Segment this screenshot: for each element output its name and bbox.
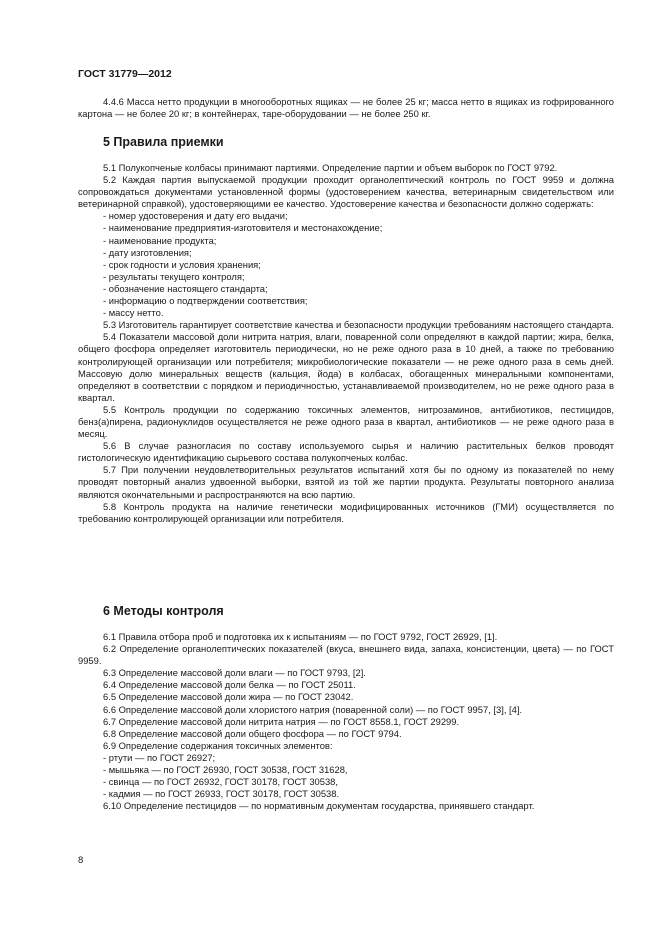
- list-item: - наименование предприятия-изготовителя и местонахождение;: [78, 222, 614, 234]
- list-item: - номер удостоверения и дату его выдачи;: [78, 210, 614, 222]
- section-6-body: [78, 631, 614, 812]
- list-item: - массу нетто.: [78, 307, 614, 319]
- list-item: - информацию о подтверждении соответствия;: [78, 295, 614, 307]
- paragraph-4-4-6: [78, 96, 614, 120]
- paragraph: 5.8 Контроль продукта на наличие генетически модифицированных источников (ГМИ) осуществляется по требованию контролирующей организации или потребителя.: [78, 500, 614, 524]
- paragraph: 6.7 Определение массовой доли нитрита натрия — по ГОСТ 8558.1, ГОСТ 29299.: [103, 715, 460, 727]
- list-item: - срок годности и условия хранения;: [78, 259, 614, 271]
- section-5: [78, 135, 614, 150]
- paragraph: 5.3 Изготовитель гарантирует соответствие качества и безопасности продукции требованиям настоящего стандарта.: [103, 319, 614, 331]
- list-item: - свинца — по ГОСТ 26932, ГОСТ 30178, ГОСТ 30538,: [78, 776, 614, 788]
- paragraph: 5.6 В случае разногласия по составу используемого сырья и наличию растительных белков проводят гистологическую идентификацию сырьевого состава полукопченых колбас.: [78, 440, 614, 464]
- paragraph: 5.1 Полукопченые колбасы принимают партиями. Определение партии и объем выборок по ГОСТ 9792.: [103, 162, 558, 173]
- section-title: 5 Правила приемки: [103, 135, 224, 149]
- paragraph: 6.1 Правила отбора проб и подготовка их к испытаниям — по ГОСТ 9792, ГОСТ 26929, [1].: [103, 631, 498, 642]
- paragraph: 6.3 Определение массовой доли влаги — по ГОСТ 9793, [2].: [103, 667, 366, 679]
- paragraph: 5.5 Контроль продукции по содержанию токсичных элементов, нитрозаминов, антибиотиков, пестицидов, бенз(а)пирена, радионуклидов осуществляется не реже одного раза в квартал, антибиотиков — не реже одного раза в месяц.: [78, 403, 614, 440]
- page-number: 8: [78, 855, 84, 866]
- list-item: - дату изготовления;: [78, 247, 614, 259]
- section-6: [78, 604, 614, 619]
- list-item: - наименование продукта;: [78, 235, 614, 247]
- paragraph: 6.9 Определение содержания токсичных элементов:: [103, 739, 333, 751]
- list-item: - результаты текущего контроля;: [78, 271, 614, 283]
- list-item: - ртути — по ГОСТ 26927;: [78, 752, 614, 764]
- paragraph: 5.4 Показатели массовой доли нитрита натрия, влаги, поваренной соли определяют в каждой партии; жира, белка, общего фосфора определяет изготовитель периодически, но не реже одного раза в 10 дней, а также по требованию контролирующей организации или потребителя; микробиологические показатели — не реже одного раза в семь дней. Массовую долю минеральных веществ (кальция, йода) в колбасах, обогащенных минеральными компонентами, определяют в соответствии с порядком и периодичностью, устанавливаемой производителем, но не реже одного раза в квартал.: [78, 331, 614, 403]
- list-item: - кадмия — по ГОСТ 26933, ГОСТ 30178, ГОСТ 30538.: [78, 788, 614, 800]
- paragraph: 5.2 Каждая партия выпускаемой продукции проходит органолептический контроль по ГОСТ 9959 и должна сопровождаться документами установленной формы (удостоверением качества, ветеринарным свидетельством или ветеринарной справкой), удостоверяющими ее качество. Удостоверение качества и безопасности должно содержать:: [78, 174, 614, 210]
- paragraph: 6.5 Определение массовой доли жира — по ГОСТ 23042.: [103, 691, 354, 703]
- paragraph: 5.7 При получении неудовлетворительных результатов испытаний хотя бы по одному из показателей по нему проводят повторный анализ удвоенной выборки, взятой из той же партии продукта. Результаты повторного анализа являются окончательными и распространяются на всю партию.: [78, 464, 614, 500]
- list-item: - мышьяка — по ГОСТ 26930, ГОСТ 30538, ГОСТ 31628,: [78, 764, 614, 776]
- document-header: ГОСТ 31779—2012: [78, 68, 172, 80]
- section-title: 6 Методы контроля: [103, 604, 224, 618]
- section-5-body: [78, 162, 614, 525]
- list-item: - обозначение настоящего стандарта;: [78, 283, 614, 295]
- paragraph: 6.10 Определение пестицидов — по нормативным документам государства, принявшего стандарт.: [103, 800, 535, 812]
- paragraph: 6.6 Определение массовой доли хлористого натрия (поваренной соли) — по ГОСТ 9957, [3], [4].: [103, 703, 523, 715]
- paragraph: 6.8 Определение массовой доли общего фосфора — по ГОСТ 9794.: [103, 727, 402, 739]
- paragraph: 4.4.6 Масса нетто продукции в многооборотных ящиках — не более 25 кг; масса нетто в ящиках из гофрированного картона — не более 20 кг; в контейнерах, таре-оборудовании — не более 250 кг.: [78, 96, 614, 120]
- paragraph: 6.2 Определение органолептических показателей (вкуса, внешнего вида, запаха, консистенции, цвета) — по ГОСТ 9959.: [78, 643, 614, 667]
- paragraph: 6.4 Определение массовой доли белка — по ГОСТ 25011.: [103, 679, 356, 691]
